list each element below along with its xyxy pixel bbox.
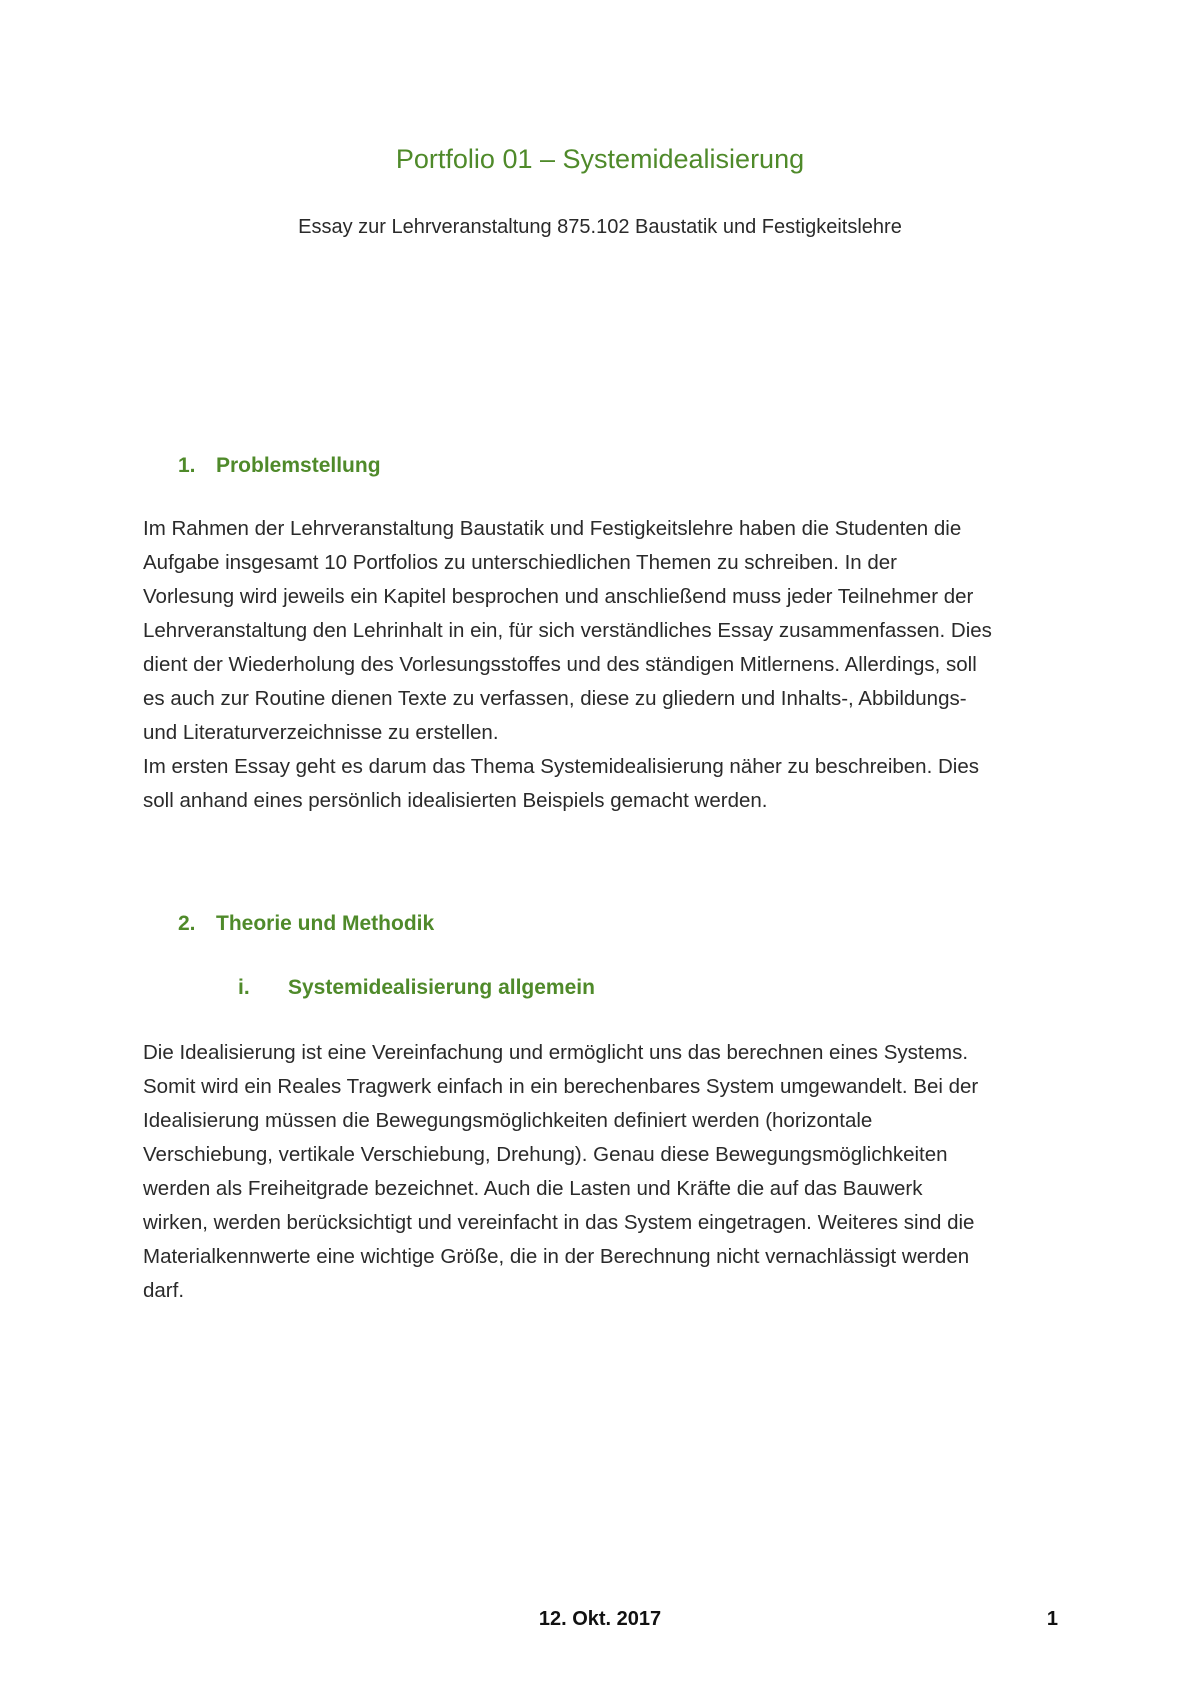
subsection-title: Systemidealisierung allgemein	[288, 976, 595, 999]
paragraph-line: werden als Freiheitgrade bezeichnet. Auch die Lasten und Kräfte die auf das Bauwerk	[143, 1177, 923, 1200]
document-title: Portfolio 01 – Systemidealisierung	[395, 144, 805, 174]
paragraph-line: darf.	[143, 1279, 185, 1302]
footer-date: 12. Okt. 2017	[538, 1608, 662, 1630]
section-title: Theorie und Methodik	[216, 912, 435, 935]
paragraph-line: Vorlesung wird jeweils ein Kapitel besprochen und anschließend muss jeder Teilnehmer der	[143, 585, 974, 608]
document-subtitle: Essay zur Lehrveranstaltung 875.102 Baustatik und Festigkeitslehre	[298, 216, 902, 238]
paragraph-systemidealisierung	[143, 1036, 1078, 1308]
paragraph-line: Materialkennwerte eine wichtige Größe, die in der Berechnung nicht vernachlässigt werden	[143, 1245, 970, 1268]
section-number: 1.	[178, 454, 196, 477]
subsection-heading-systemidealisierung-allgemein	[238, 976, 595, 1000]
paragraph-line: Lehrveranstaltung den Lehrinhalt in ein, für sich verständliches Essay zusammenfassen. Dies	[143, 619, 992, 642]
section-number: 2.	[178, 912, 196, 935]
paragraph-line: es auch zur Routine dienen Texte zu verfassen, diese zu gliedern und Inhalts-, Abbildungs-	[143, 687, 967, 710]
paragraph-line: Die Idealisierung ist eine Vereinfachung und ermöglicht uns das berechnen eines Systems.	[143, 1041, 969, 1064]
paragraph-line: Im ersten Essay geht es darum das Thema Systemidealisierung näher zu beschreiben. Dies	[143, 755, 979, 778]
paragraph-problemstellung	[143, 512, 1078, 818]
section-heading-problemstellung	[178, 454, 381, 478]
section-title: Problemstellung	[216, 454, 381, 477]
paragraph-line: Somit wird ein Reales Tragwerk einfach in ein berechenbares System umgewandelt. Bei der	[143, 1075, 979, 1098]
paragraph-line: und Literaturverzeichnisse zu erstellen.	[143, 721, 499, 744]
paragraph-line: soll anhand eines persönlich idealisierten Beispiels gemacht werden.	[143, 789, 768, 812]
paragraph-line: dient der Wiederholung des Vorlesungsstoffes und des ständigen Mitlernens. Allerdings, soll	[143, 653, 977, 676]
paragraph-line: Idealisierung müssen die Bewegungsmöglichkeiten definiert werden (horizontale	[143, 1109, 873, 1132]
section-heading-theorie-und-methodik	[178, 912, 434, 936]
paragraph-line: wirken, werden berücksichtigt und vereinfacht in das System eingetragen. Weiteres sind die	[143, 1211, 975, 1234]
paragraph-line: Aufgabe insgesamt 10 Portfolios zu unterschiedlichen Themen zu schreiben. In der	[143, 551, 898, 574]
paragraph-line: Verschiebung, vertikale Verschiebung, Drehung). Genau diese Bewegungsmöglichkeiten	[143, 1143, 948, 1166]
paragraph-line: Im Rahmen der Lehrveranstaltung Baustatik und Festigkeitslehre haben die Studenten die	[143, 517, 962, 540]
footer-page-number: 1	[1046, 1608, 1058, 1630]
subsection-number: i.	[238, 976, 250, 999]
